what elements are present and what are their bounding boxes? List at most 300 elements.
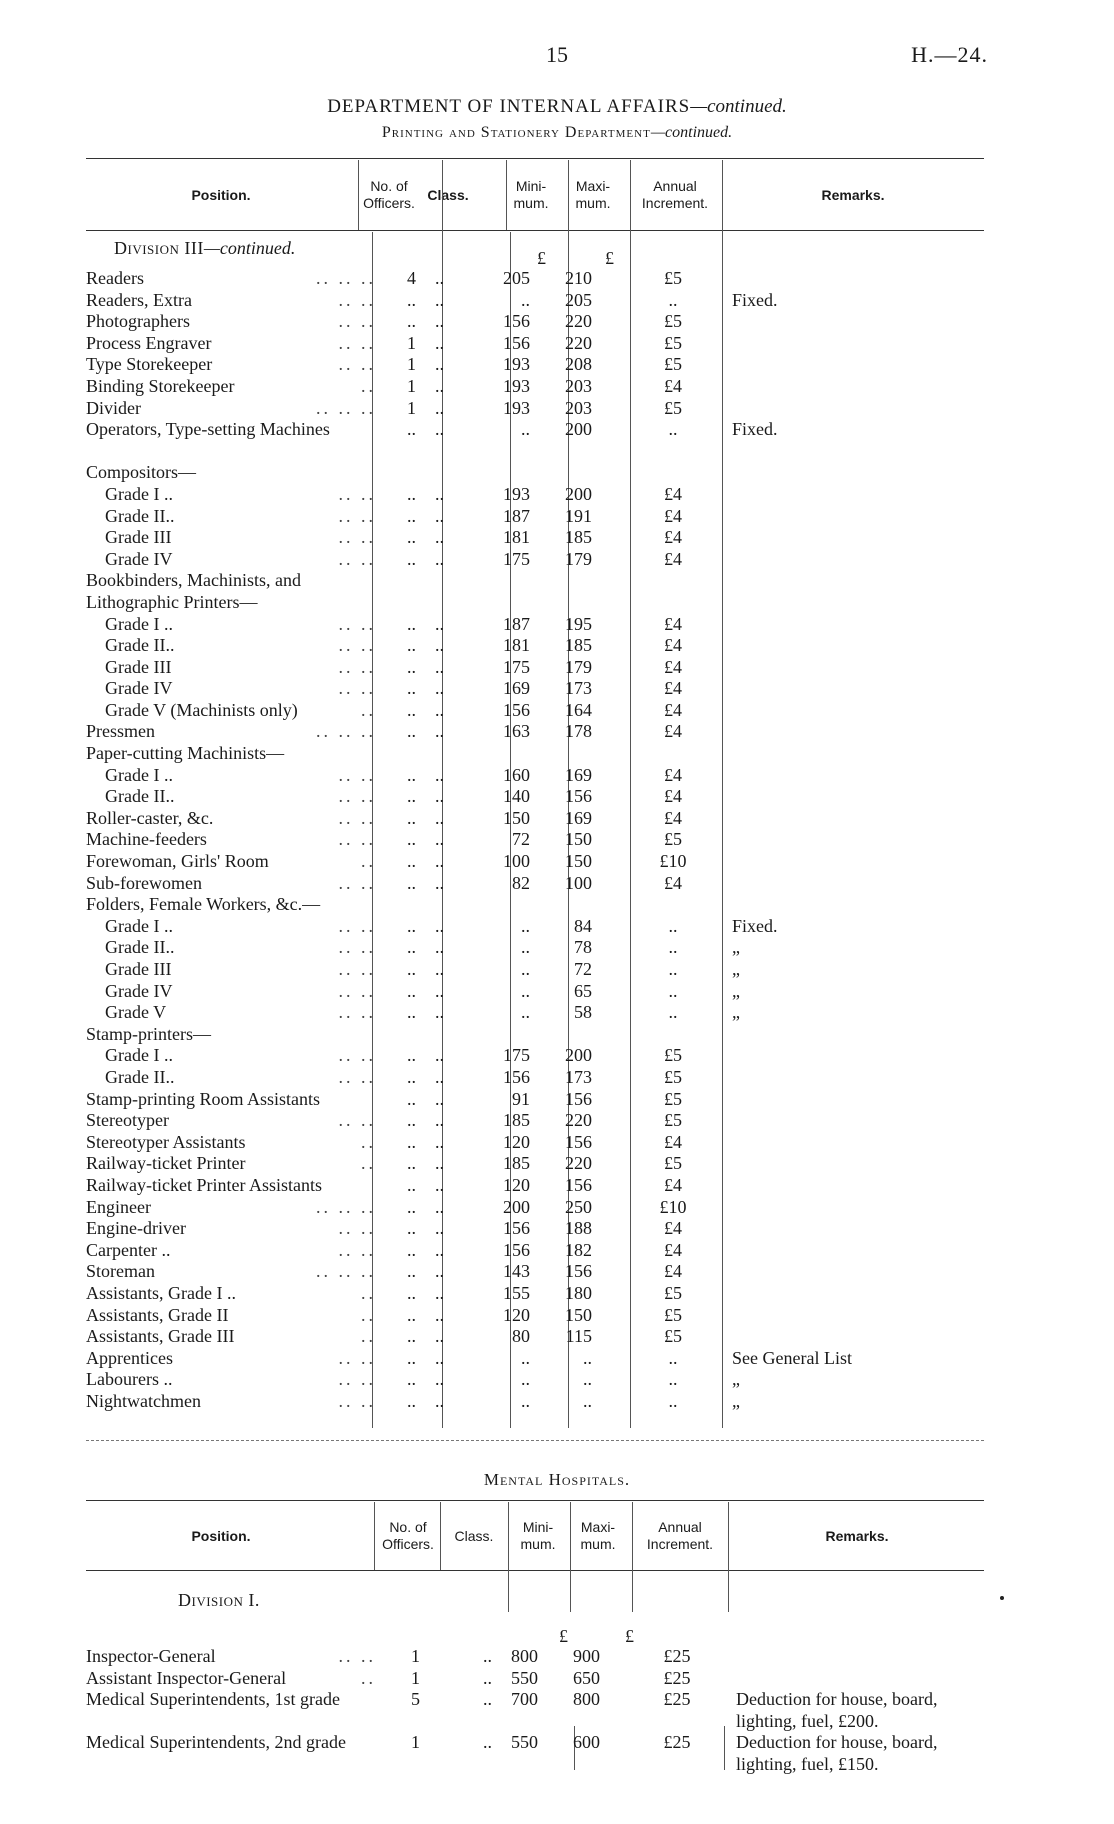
leader-dots: .. .. .. [316, 721, 376, 742]
leader-dots: .. [361, 699, 376, 720]
table-row [86, 614, 984, 636]
class-cell: .. [435, 1110, 444, 1131]
leader-dots: .. .. [338, 959, 376, 979]
table-row [86, 1348, 984, 1370]
table-row [86, 1175, 984, 1197]
officers-cell: .. [407, 721, 416, 742]
officers-cell: .. [407, 1002, 416, 1023]
class-cell: .. [435, 613, 444, 634]
leader-dots: .. .. [338, 483, 376, 504]
maximum-cell: 72 [574, 959, 592, 979]
position-cell: Assistants, Grade I .. [86, 1282, 236, 1303]
table-row [86, 419, 984, 462]
officers-cell: .. [407, 937, 416, 958]
margin-dot [1000, 1596, 1004, 1600]
class-cell: .. [435, 1153, 444, 1174]
leader-dots: .. [361, 1667, 376, 1688]
position-cell: Medical Superintendents, 2nd grade [86, 1732, 346, 1753]
table-row [86, 851, 984, 873]
table-row [86, 959, 984, 981]
leader-dots: .. .. [338, 937, 376, 958]
table2-col-divider [374, 1502, 375, 1570]
class-cell: .. [435, 1196, 444, 1217]
officers-cell: 1 [411, 1732, 420, 1753]
leader-dots: .. .. [338, 1347, 376, 1368]
position-cell: Nightwatchmen [86, 1390, 201, 1411]
officers-cell: .. [407, 1218, 416, 1239]
col-maximum-header: Maxi-mum. [575, 178, 611, 211]
increment-cell: .. [668, 959, 678, 979]
t2-currency-row [86, 1626, 984, 1646]
minimum-cell: 187 [503, 505, 530, 526]
remarks-cell: „ [732, 959, 740, 979]
col-position-header: Position. [191, 186, 251, 203]
maximum-cell: 188 [565, 1218, 592, 1239]
position-cell: Storeman [86, 1261, 155, 1282]
increment-cell: £5 [664, 354, 682, 375]
minimum-cell: 155 [503, 1282, 530, 1303]
group-heading-row [86, 570, 984, 613]
maximum-cell: 900 [573, 1646, 600, 1666]
officers-cell: .. [407, 419, 416, 440]
class-cell: .. [435, 1304, 444, 1325]
t2-division-heading: Division I. [178, 1590, 260, 1610]
position-cell: Roller-caster, &c. [86, 807, 214, 828]
increment-cell: £5 [664, 1282, 682, 1303]
increment-cell: £10 [659, 1196, 687, 1217]
maximum-cell: 173 [565, 1066, 592, 1087]
maximum-cell: 185 [565, 635, 592, 656]
maximum-cell: .. [583, 1390, 592, 1411]
currency-max: £ [605, 248, 614, 268]
position-cell: Assistant Inspector-General [86, 1667, 287, 1688]
minimum-cell: .. [521, 1390, 530, 1411]
minimum-cell: 181 [503, 527, 530, 548]
increment-cell: £4 [664, 656, 682, 677]
position-cell: Grade II.. [105, 1066, 175, 1087]
table-row [86, 1261, 984, 1283]
currency-min: £ [537, 248, 546, 268]
officers-cell: .. [407, 1045, 416, 1066]
maximum-cell: 178 [565, 721, 592, 742]
increment-cell: £4 [664, 678, 682, 699]
remarks-cell: „ [732, 937, 740, 958]
position-cell: Compositors— [86, 462, 197, 483]
increment-cell: £5 [664, 1326, 682, 1347]
officers-cell: .. [407, 764, 416, 785]
increment-cell: £5 [664, 268, 682, 288]
leader-dots: .. .. [338, 548, 376, 569]
increment-cell: £5 [664, 397, 682, 418]
leader-dots: .. .. [338, 786, 376, 807]
maximum-cell: 800 [573, 1689, 600, 1710]
position-cell: Grade II.. [105, 786, 175, 807]
minimum-cell: .. [521, 915, 530, 936]
increment-cell: £4 [664, 1218, 682, 1239]
officers-cell: .. [407, 527, 416, 548]
maximum-cell: 600 [573, 1732, 600, 1753]
maximum-cell: 156 [565, 1131, 592, 1152]
position-cell: Readers [86, 268, 144, 288]
position-cell: Grade I .. [105, 915, 173, 936]
class-cell: .. [435, 980, 444, 1001]
leader-dots: .. .. [338, 829, 376, 850]
maximum-cell: 156 [565, 1088, 592, 1109]
table-row [86, 290, 984, 312]
class-cell: .. [435, 289, 444, 310]
minimum-cell: .. [521, 289, 530, 310]
table-row [86, 635, 984, 657]
minimum-cell: 205 [503, 268, 530, 288]
table2-header [86, 1502, 984, 1570]
class-cell: .. [435, 915, 444, 936]
officers-cell: .. [407, 1066, 416, 1087]
page-number: 15 [546, 42, 568, 67]
table-row [86, 721, 984, 743]
table-row [86, 1002, 984, 1024]
table-row [86, 484, 984, 506]
increment-cell: .. [668, 289, 678, 310]
table-row [86, 268, 984, 290]
class-cell: .. [435, 959, 444, 979]
table-row [86, 808, 984, 830]
officers-cell: .. [407, 1261, 416, 1282]
position-cell: Readers, Extra [86, 289, 192, 310]
maximum-cell: .. [583, 1369, 592, 1390]
officers-cell: .. [407, 483, 416, 504]
t2-col-minimum-header: Mini-mum. [520, 1519, 556, 1552]
leader-dots: .. .. [338, 764, 376, 785]
table1-bottom-rule [86, 1440, 984, 1441]
maximum-cell: 191 [565, 505, 592, 526]
table-row [86, 937, 984, 959]
class-cell: .. [435, 1369, 444, 1390]
position-cell: Grade II.. [105, 937, 175, 958]
position-cell: Grade V [105, 1002, 167, 1023]
remarks-cell: See General List [732, 1347, 852, 1368]
officers-cell: .. [407, 311, 416, 332]
class-cell: .. [435, 937, 444, 958]
document-reference: H.—24. [911, 42, 988, 67]
maximum-cell: 179 [565, 548, 592, 569]
position-cell: Grade IV [105, 678, 173, 699]
minimum-cell: 120 [503, 1304, 530, 1325]
table-row [86, 1369, 984, 1391]
maximum-cell: 203 [565, 397, 592, 418]
leader-dots: .. [361, 1282, 376, 1303]
class-cell: .. [435, 786, 444, 807]
officers-cell: .. [407, 1174, 416, 1195]
table-row [86, 1045, 984, 1067]
table-row [86, 1153, 984, 1175]
leader-dots: .. .. [338, 1646, 376, 1666]
officers-cell: .. [407, 1239, 416, 1260]
position-cell: Bookbinders, Machinists, and Lithographic Printers— [86, 570, 301, 612]
increment-cell: £4 [664, 548, 682, 569]
table1-top-rule [86, 158, 984, 159]
table2-body [86, 1590, 984, 1776]
officers-cell: .. [407, 786, 416, 807]
minimum-cell: 193 [503, 397, 530, 418]
maximum-cell: 650 [573, 1667, 600, 1688]
minimum-cell: 185 [503, 1110, 530, 1131]
class-cell: .. [483, 1667, 492, 1688]
leader-dots: .. .. [338, 1390, 376, 1411]
table-row [86, 1218, 984, 1240]
position-cell: Process Engraver [86, 332, 212, 353]
col-remarks-header: Remarks. [821, 186, 885, 203]
minimum-cell: .. [521, 937, 530, 958]
class-cell: .. [483, 1732, 492, 1753]
increment-cell: £5 [664, 332, 682, 353]
officers-cell: .. [407, 807, 416, 828]
leader-dots: .. .. [338, 354, 376, 375]
officers-cell: .. [407, 289, 416, 310]
class-cell: .. [435, 332, 444, 353]
t2-col-officers-header: No. of Officers. [382, 1519, 434, 1552]
table-row [86, 1326, 984, 1348]
minimum-cell: 120 [503, 1131, 530, 1152]
position-cell: Grade III [105, 959, 172, 979]
minimum-cell: .. [521, 1369, 530, 1390]
minimum-cell: 700 [511, 1689, 538, 1710]
increment-cell: .. [668, 1347, 678, 1368]
class-cell: .. [435, 548, 444, 569]
section2-title: Mental Hospitals. [483, 1470, 631, 1489]
remarks-cell: „ [732, 1369, 740, 1390]
officers-cell: .. [407, 1326, 416, 1347]
increment-cell: £5 [664, 829, 682, 850]
minimum-cell: 91 [512, 1088, 530, 1109]
minimum-cell: 150 [503, 807, 530, 828]
increment-cell: £4 [664, 505, 682, 526]
leader-dots: .. .. [338, 1045, 376, 1066]
maximum-cell: 164 [565, 699, 592, 720]
leader-dots: .. [361, 1326, 376, 1347]
col-officers-header: No. of Officers. [363, 178, 415, 211]
minimum-cell: 193 [503, 483, 530, 504]
increment-cell: £4 [664, 721, 682, 742]
position-cell: Grade III [105, 656, 172, 677]
minimum-cell: 100 [503, 851, 530, 872]
officers-cell: .. [407, 1282, 416, 1303]
minimum-cell: 187 [503, 613, 530, 634]
maximum-cell: 210 [565, 268, 592, 288]
class-cell: .. [435, 851, 444, 872]
leader-dots: .. .. [338, 332, 376, 353]
position-cell: Grade I .. [105, 764, 173, 785]
table2-top-rule [86, 1500, 984, 1501]
leader-dots: .. .. [338, 807, 376, 828]
leader-dots: .. [361, 1153, 376, 1174]
position-cell: Binding Storekeeper [86, 375, 235, 396]
increment-cell: £5 [664, 1088, 682, 1109]
increment-cell: .. [668, 1002, 678, 1023]
officers-cell: .. [407, 1110, 416, 1131]
officers-cell: 4 [407, 268, 416, 288]
t2-division-row [86, 1590, 984, 1626]
leader-dots: .. .. [338, 1218, 376, 1239]
class-cell: .. [435, 721, 444, 742]
increment-cell: £4 [664, 1261, 682, 1282]
increment-cell: .. [668, 1369, 678, 1390]
class-cell: .. [483, 1689, 492, 1710]
remarks-cell: Fixed. [732, 915, 778, 936]
leader-dots: .. .. [338, 1239, 376, 1260]
officers-cell: 1 [411, 1646, 420, 1666]
position-cell: Photographers [86, 311, 190, 332]
minimum-cell: 82 [512, 872, 530, 893]
minimum-cell: 800 [511, 1646, 538, 1666]
sub-department-title: Printing and Stationery Department—continued. [381, 124, 733, 141]
class-cell: .. [435, 1045, 444, 1066]
remarks-cell: „ [732, 1390, 740, 1411]
maximum-cell: 169 [565, 807, 592, 828]
increment-cell: £4 [664, 527, 682, 548]
maximum-cell: 100 [565, 872, 592, 893]
position-cell: Railway-ticket Printer Assistants [86, 1174, 322, 1195]
remarks-cell: Fixed. [732, 419, 778, 440]
table-row [86, 873, 984, 895]
leader-dots: .. .. [338, 1369, 376, 1390]
maximum-cell: 150 [565, 851, 592, 872]
officers-cell: .. [407, 872, 416, 893]
maximum-cell: 169 [565, 764, 592, 785]
increment-cell: £4 [664, 1174, 682, 1195]
t2-col-class-header: Class. [454, 1527, 494, 1544]
remarks-cell: Deduction for house, board, lighting, fuel, £150. [736, 1732, 938, 1774]
remarks-cell: „ [732, 1002, 740, 1023]
leader-dots: .. .. [338, 311, 376, 332]
table-row [86, 376, 984, 398]
position-cell: Inspector-General [86, 1646, 216, 1666]
table1-header-divider [358, 160, 359, 230]
minimum-cell: 550 [511, 1732, 538, 1753]
increment-cell: £4 [664, 1239, 682, 1260]
table-row [86, 1089, 984, 1111]
maximum-cell: 205 [565, 289, 592, 310]
maximum-cell: 182 [565, 1239, 592, 1260]
table1-header-divider [506, 160, 507, 230]
officers-cell: .. [407, 1369, 416, 1390]
position-cell: Grade II.. [105, 635, 175, 656]
table-row [86, 1240, 984, 1262]
officers-cell: .. [407, 1153, 416, 1174]
table-row [86, 1110, 984, 1132]
officers-cell: 1 [407, 332, 416, 353]
table-row [86, 1305, 984, 1327]
increment-cell: .. [668, 1390, 678, 1411]
leader-dots: .. .. [338, 915, 376, 936]
minimum-cell: 193 [503, 375, 530, 396]
table-row [86, 916, 984, 938]
maximum-cell: .. [583, 1347, 592, 1368]
increment-cell: £4 [664, 786, 682, 807]
class-cell: .. [435, 268, 444, 288]
class-cell: .. [435, 1066, 444, 1087]
table-row [86, 765, 984, 787]
position-cell: Stamp-printers— [86, 1023, 211, 1044]
officers-cell: .. [407, 1131, 416, 1152]
increment-cell: £4 [664, 483, 682, 504]
table1-rows [86, 268, 984, 1412]
class-cell: .. [435, 829, 444, 850]
leader-dots: .. .. [338, 980, 376, 1001]
maximum-cell: 203 [565, 375, 592, 396]
increment-cell: £10 [659, 851, 687, 872]
increment-cell: £25 [663, 1689, 691, 1710]
leader-dots: .. .. [338, 1066, 376, 1087]
increment-cell: £5 [664, 1045, 682, 1066]
maximum-cell: 220 [565, 332, 592, 353]
minimum-cell: 80 [512, 1326, 530, 1347]
leader-dots: .. .. [338, 613, 376, 634]
maximum-cell: 173 [565, 678, 592, 699]
officers-cell: .. [407, 505, 416, 526]
class-cell: .. [435, 397, 444, 418]
maximum-cell: 200 [565, 483, 592, 504]
class-cell: .. [435, 505, 444, 526]
increment-cell: .. [668, 915, 678, 936]
division-heading: Division III—continued. [114, 238, 296, 258]
minimum-cell: 156 [503, 332, 530, 353]
minimum-cell: 72 [512, 829, 530, 850]
increment-cell: £25 [663, 1732, 691, 1753]
maximum-cell: 200 [565, 419, 592, 440]
class-cell: .. [435, 1282, 444, 1303]
officers-cell: .. [407, 678, 416, 699]
position-cell: Grade IV [105, 980, 173, 1001]
table2-header-rule [86, 1570, 984, 1571]
position-cell: Grade I .. [105, 613, 173, 634]
position-cell: Type Storekeeper [86, 354, 213, 375]
minimum-cell: 120 [503, 1174, 530, 1195]
class-cell: .. [435, 1131, 444, 1152]
minimum-cell: 140 [503, 786, 530, 807]
leader-dots: .. [361, 851, 376, 872]
t2-col-increment-header: Annual Increment. [646, 1519, 714, 1552]
increment-cell: £25 [663, 1646, 691, 1666]
t2-currency-min: £ [559, 1626, 568, 1646]
maximum-cell: 78 [574, 937, 592, 958]
table-row [86, 981, 984, 1003]
officers-cell: .. [407, 613, 416, 634]
class-cell: .. [435, 1002, 444, 1023]
col-increment-header: Annual Increment. [641, 178, 709, 211]
table1-header [86, 160, 984, 230]
increment-cell: £4 [664, 375, 682, 396]
minimum-cell: .. [521, 1002, 530, 1023]
maximum-cell: 115 [565, 1326, 592, 1347]
increment-cell: £4 [664, 872, 682, 893]
leader-dots: .. .. [338, 1110, 376, 1131]
group-heading-row [86, 462, 984, 484]
position-cell: Grade I .. [105, 483, 173, 504]
table-row [86, 829, 984, 851]
remarks-cell: „ [732, 980, 740, 1001]
table-row [86, 1283, 984, 1305]
table-row [86, 1668, 984, 1690]
col-minimum-header: Mini-mum. [513, 178, 549, 211]
maximum-cell: 156 [565, 786, 592, 807]
class-cell: .. [435, 678, 444, 699]
increment-cell: £5 [664, 1110, 682, 1131]
class-cell: .. [435, 1088, 444, 1109]
maximum-cell: 220 [565, 1110, 592, 1131]
maximum-cell: 220 [565, 1153, 592, 1174]
increment-cell: .. [668, 937, 678, 958]
minimum-cell: 550 [511, 1667, 538, 1688]
